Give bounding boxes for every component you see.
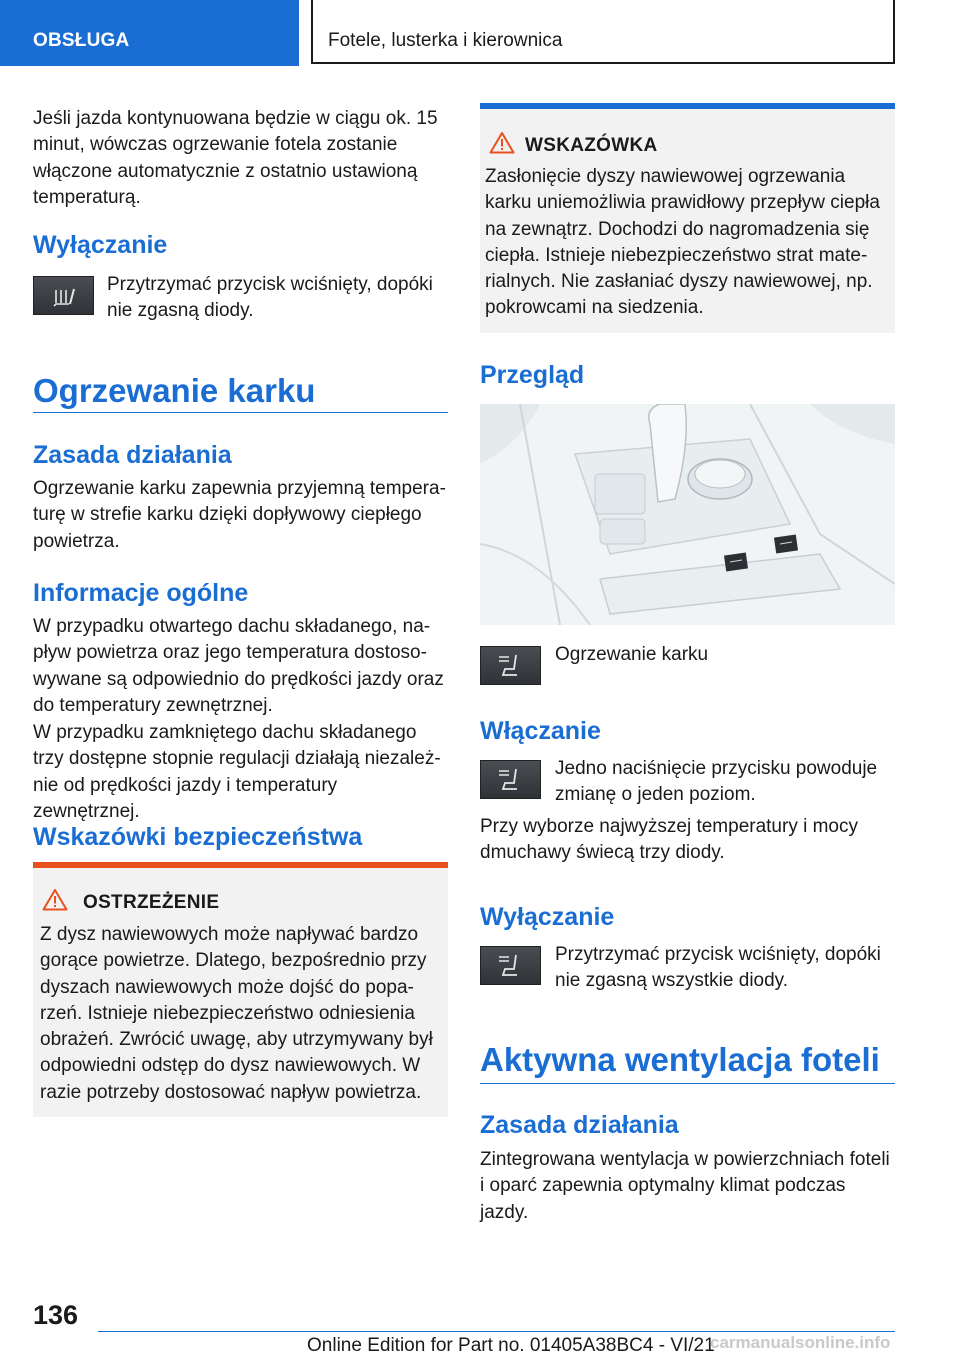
- chapter-title: Fotele, lusterka i kierownica: [311, 0, 895, 64]
- heading-zasada-dzialania-ventilation: Zasada działania: [480, 1111, 679, 1139]
- button-caption: Ogrzewanie karku: [555, 644, 709, 665]
- warning-bar: [33, 862, 448, 868]
- section-rule: [33, 412, 448, 413]
- neck-heat-icon: [481, 761, 540, 798]
- seat-heat-icon: [34, 277, 93, 314]
- heading-wskazowki-bezpieczenstwa: Wskazówki bezpieczeństwa: [33, 823, 363, 851]
- intro-paragraph: Jeśli jazda kontynuowana będzie w ciągu ok. 15 minut, wówczas ogrzewanie fotela zostanie włączone automatycznie z ostatnio ustawioną temperaturą.: [33, 108, 438, 208]
- watermark: carmanualsonline.info: [710, 1333, 891, 1352]
- heading-wylaczanie-neck: Wyłączanie: [480, 903, 615, 931]
- warning-text: Z dysz nawiewowych może napływać bardzo gorące powietrze. Dlatego, bezpośrednio przy dyszach nawiewowych może dojść do popa‐rzeń. Istnieje niebezpieczeństwo odniesienia obrażeń. Zwrócić uwagę, aby utrzymywany był odpowiedni odstęp do dysz nawiewowych. W razie potrzeby dostosować napływ powietrza.: [40, 924, 433, 1103]
- neck-heat-icon: [481, 947, 540, 984]
- note-bar: [480, 103, 895, 109]
- neck-off-text: Przytrzymać przycisk wciśnięty, dopóki nie zgasną wszystkie diody.: [555, 944, 881, 992]
- heading-przeglad: Przegląd: [480, 361, 585, 389]
- footer-rule: [98, 1331, 895, 1332]
- ventilation-principle-text: Zintegrowana wentylacja w powierzchniach foteli i oparć zapewnia optymalny klimat podczas jazdy.: [480, 1149, 890, 1223]
- warning-title: OSTRZEŻENIE: [83, 892, 220, 913]
- general-paragraph-2: W przypadku zamkniętego dachu składanego trzy dostępne stopnie regulacji działają niezależ‐nie od prędkości jazdy i temperatury zewnętrznej.: [33, 722, 441, 822]
- heading-wlaczanie: Włączanie: [480, 717, 601, 745]
- neck-heat-icon: [481, 647, 540, 684]
- general-paragraph-1: W przypadku otwartego dachu składanego, na‐pływ powietrza oraz jego temperatura dostoso‐wywane są odpowiednio do prędkości jazdy oraz do temperatury zewnętrznej.: [33, 616, 444, 716]
- center-console-photo: [480, 404, 895, 625]
- warning-box: [33, 862, 448, 1117]
- center-console-illustration: [480, 404, 895, 625]
- edition-text: Online Edition for Part no. 01405A38BC4 - VI/21: [307, 1335, 715, 1356]
- note-triangle-icon: [489, 131, 515, 154]
- section-tab: OBSŁUGA: [0, 0, 299, 66]
- heading-wylaczanie-seat: Wyłączanie: [33, 231, 168, 259]
- on-text-2: Przy wyborze najwyższej temperatury i mocy dmuchawy świecą trzy diody.: [480, 816, 858, 864]
- neck-heating-button-icon-2: [480, 760, 541, 799]
- page-number: 136: [33, 1300, 79, 1330]
- note-title: WSKAZÓWKA: [525, 135, 658, 156]
- section-rule: [480, 1083, 895, 1084]
- note-box: [480, 103, 895, 333]
- neck-heating-button-icon-3: [480, 946, 541, 985]
- seat-off-text: Przytrzymać przycisk wciśnięty, dopóki nie zgasną diody.: [107, 274, 433, 322]
- heading-zasada-dzialania: Zasada działania: [33, 441, 232, 469]
- seat-heating-button-icon: [33, 276, 94, 315]
- heading-informacje-ogolne: Informacje ogólne: [33, 579, 249, 607]
- on-text: Jedno naciśnięcie przycisku powoduje zmianę o jeden poziom.: [555, 758, 878, 806]
- page-header: [0, 0, 960, 66]
- note-text: Zasłonięcie dyszy nawiewowej ogrzewania karku uniemożliwia prawidłowy przepływ ciepła na zewnątrz. Dochodzi do nagromadzenia się ciepła. Istnieje niebezpieczeństwo strat mate‐rialnych. Nie zasłaniać dyszy nawiewowej, np. pokrowcami na siedzenia.: [485, 166, 880, 319]
- section-title-ogrzewanie-karku: Ogrzewanie karku: [33, 372, 316, 409]
- principle-paragraph: Ogrzewanie karku zapewnia przyjemną tempera‐turę w strefie karku dzięki dopływowy ciepłego powietrza.: [33, 478, 446, 552]
- warning-triangle-icon: [42, 888, 68, 911]
- section-title-aktywna-wentylacja: Aktywna wentylacja foteli: [480, 1041, 880, 1078]
- neck-heating-button-icon-1: [480, 646, 541, 685]
